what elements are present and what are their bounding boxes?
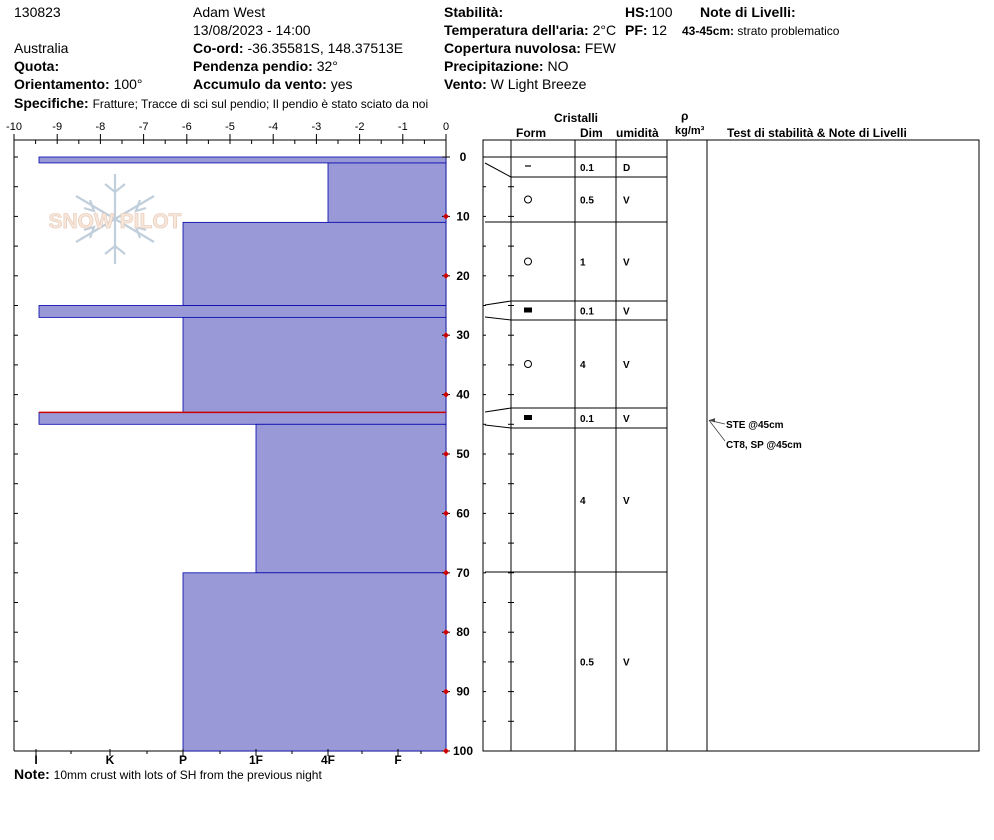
depth-label: 90 [456, 684, 470, 699]
melt-crust-icon [524, 415, 532, 420]
depth-label: 60 [456, 506, 470, 521]
slope-label: Pendenza pendio: [193, 58, 313, 74]
snowpilot-watermark [49, 174, 182, 264]
form-header: Form [516, 126, 546, 140]
depth-label: 20 [456, 268, 470, 283]
moisture-value: V [623, 496, 630, 507]
grain-size: 0.1 [580, 414, 594, 425]
cloud-label: Copertura nuvolosa: [444, 40, 581, 56]
note-label: Note: [14, 766, 50, 782]
test-label: CT8, SP @45cm [726, 440, 802, 451]
hs-value: 100 [649, 4, 673, 20]
grain-size: 0.5 [580, 657, 594, 669]
grain-size: 0.1 [580, 306, 594, 318]
layer-notes-range: 43-45cm: [682, 24, 735, 38]
hardness-bar [183, 317, 446, 412]
depth-label: 40 [456, 387, 470, 402]
moisture-value: V [623, 657, 630, 669]
depth-label: 80 [456, 625, 470, 640]
wind-loading-label: Accumulo da vento: [193, 76, 327, 92]
density-symbol: ρ [681, 109, 689, 123]
rounded-grain-icon [525, 196, 532, 203]
grain-size: 4 [580, 360, 586, 371]
coord-value: -36.35581S, 148.37513E [247, 40, 404, 56]
moisture-header: umidità [616, 126, 659, 140]
grain-size: 0.5 [580, 195, 594, 207]
x-tick-label: -9 [52, 121, 63, 133]
hardness-label: 1F [248, 753, 264, 767]
x-tick-label: -1 [397, 121, 408, 133]
depth-label: 30 [456, 328, 470, 343]
layer-notes-text: strato problematico [737, 24, 840, 38]
x-tick-label: -6 [181, 121, 192, 133]
x-tick-label: -2 [354, 121, 365, 133]
grain-size: 1 [580, 257, 586, 269]
air-temp-label: Temperatura dell'aria: [444, 22, 589, 38]
depth-label: 70 [456, 565, 470, 580]
hardness-bar [39, 157, 446, 163]
moisture-value: V [623, 414, 630, 425]
pf-value: 12 [651, 22, 668, 38]
hardness-bar [39, 412, 446, 424]
datetime: 13/08/2023 - 14:00 [193, 22, 311, 38]
layer-connector [485, 317, 511, 320]
crystals-header: Cristalli [554, 111, 599, 125]
x-tick-label: -8 [95, 121, 106, 133]
observer: Adam West [193, 4, 266, 20]
wind-value: W Light Breeze [490, 76, 587, 92]
rounded-grain-icon [525, 258, 532, 265]
x-tick-label: -7 [138, 121, 149, 133]
moisture-value: V [623, 195, 630, 207]
hardness-label: 4F [320, 753, 336, 767]
hardness-label: P [178, 753, 188, 767]
layer-connector [485, 301, 511, 305]
slope-value: 32° [316, 58, 338, 74]
wind-loading-value: yes [330, 76, 353, 92]
tests-header: Test di stabilità & Note di Livelli [727, 126, 907, 140]
country: Australia [14, 40, 69, 56]
specifics-label: Specifiche: [14, 95, 89, 111]
wind-label: Vento: [444, 76, 487, 92]
rounded-grain-icon [525, 361, 532, 368]
coord-label: Co-ord: [193, 40, 244, 56]
specifics-value: Fratture; Tracce di sci sul pendio; Il pendio è stato sciato da noi [92, 97, 429, 111]
pf-label: PF: [625, 22, 648, 38]
profile-id: 130823 [14, 4, 61, 20]
grain-size: 4 [580, 496, 586, 507]
grain-size: 0.1 [580, 163, 594, 174]
depth-label: 50 [456, 447, 470, 461]
layer-connector [485, 425, 511, 428]
hardness-bar [256, 424, 446, 573]
watermark-text: SNOW PILOT [48, 210, 182, 233]
aspect-value: 100° [113, 76, 143, 92]
stability-label: Stabilità: [444, 4, 504, 20]
depth-label: 10 [456, 209, 470, 224]
moisture-value: V [623, 306, 630, 318]
size-header: Dim [580, 126, 603, 140]
precip-label: Precipitazione: [444, 58, 544, 74]
hs-label: HS: [625, 4, 650, 20]
hardness-bar [183, 573, 446, 751]
hardness-bar [183, 222, 446, 305]
precip-value: NO [547, 58, 569, 74]
test-label: STE @45cm [726, 420, 784, 431]
moisture-value: V [623, 360, 630, 371]
melt-crust-icon [524, 308, 532, 313]
hardness-label: I [34, 753, 38, 767]
x-tick-label: -10 [6, 121, 22, 133]
moisture-value: D [623, 163, 631, 174]
x-tick-label: -3 [311, 121, 322, 133]
cloud-value: FEW [584, 40, 616, 56]
aspect-label: Orientamento: [14, 76, 110, 92]
layer-notes-label: Note di Livelli: [700, 4, 796, 20]
layer-connector [485, 408, 511, 412]
x-tick-label: -4 [268, 121, 279, 133]
note-text: 10mm crust with lots of SH from the previous night [53, 768, 322, 782]
x-tick-label: -5 [225, 121, 235, 133]
layer-connector [485, 163, 511, 177]
hardness-label: F [394, 753, 402, 767]
elevation-label: Quota: [14, 58, 60, 74]
moisture-value: V [623, 257, 630, 269]
x-tick-label: 0 [442, 121, 450, 133]
hardness-bar [328, 163, 446, 222]
depth-label: 0 [459, 150, 467, 164]
air-temp-value: 2°C [592, 22, 617, 38]
hardness-label: K [105, 753, 115, 767]
depth-label: 100 [452, 744, 474, 758]
hardness-bar [39, 306, 446, 318]
density-unit: kg/m³ [675, 125, 705, 137]
